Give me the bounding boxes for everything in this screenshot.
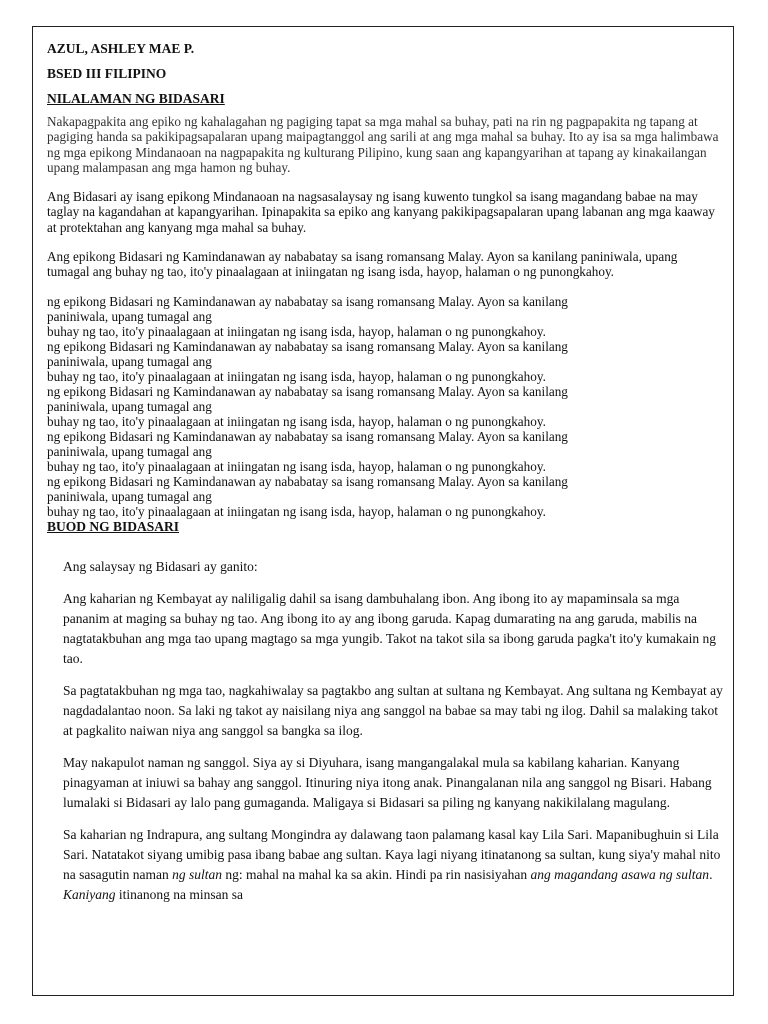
repeated-line: buhay ng tao, ito'y pinaalagaan at iniingatan ng isang isda, hayop, halaman o ng punongkahoy. xyxy=(47,503,546,519)
buod-p4-text: . xyxy=(709,866,713,882)
repeated-line: ng epikong Bidasari ng Kamindanawan ay nababatay sa isang romansang Malay. Ayon sa kanilang xyxy=(47,338,568,354)
repeated-line: buhay ng tao, ito'y pinaalagaan at iniingatan ng isang isda, hayop, halaman o ng punongkahoy. xyxy=(47,323,546,339)
repeated-line: ng epikong Bidasari ng Kamindanawan ay nababatay sa isang romansang Malay. Ayon sa kanilang xyxy=(47,383,568,399)
repeated-line: paniniwala, upang tumagal ang xyxy=(47,488,212,504)
buod-paragraph-4 xyxy=(47,825,723,905)
repeated-line: paniniwala, upang tumagal ang xyxy=(47,353,212,369)
section-title-nilalaman: NILALAMAN NG BIDASARI xyxy=(47,91,225,106)
buod-p4-italic: ang magandang asawa ng sultan xyxy=(530,866,710,882)
repeated-text-block xyxy=(47,294,723,519)
buod-p4-text: ng: mahal na mahal ka sa akin. Hindi pa rin nasisiyahan xyxy=(222,866,531,882)
buod-paragraph-1: Ang kaharian ng Kembayat ay naliligalig dahil sa isang dambuhalang ibon. Ang ibong ito ay mapaminsala sa mga pananim at maging sa buhay ng tao. Ang ibong ito ay ang ibong garuda. Kapag dumarating na ang garuda, mabilis na nagtatakbuhan ang mga tao upang magtago sa mga yungib. Takot na takot sila sa ibong garuda pagka't ito'y kumakain ng tao. xyxy=(63,590,717,666)
buod-p4-text: Sa kaharian ng Indrapura, ang sultang Mongindra ay dalawang taon palamang kasal kay Lila Sari. Mapanibughuin si Lila Sari. Natatakot siyang umibig pasa ibang babae ang sultan. Kaya lagi niyang itinatanong sa sultan, kung siya'y mahal nito na sasagutin naman xyxy=(63,826,721,882)
repeated-line: paniniwala, upang tumagal ang xyxy=(47,398,212,414)
repeated-line: ng epikong Bidasari ng Kamindanawan ay nababatay sa isang romansang Malay. Ayon sa kanilang xyxy=(47,473,568,489)
buod-intro: Ang salaysay ng Bidasari ay ganito: xyxy=(63,558,258,574)
nilalaman-paragraph-1: Nakapagpakita ang epiko ng kahalagahan ng pagiging tapat sa mga mahal sa buhay, pati na rin ng pagpapakita ng tapang at pagiging handa sa pakikipagsapalaran upang maipagtanggol ang sarili at ang mga mahal sa buhay. Ito ay isa sa mga halimbawa ng mga epikong Mindanaoan na nagpapakita ng kulturang Pilipino, kung saan ang kapangyarihan at tapang ay kinakailangan upang malampasan ang mga hamon ng buhay. xyxy=(47,114,719,175)
repeated-line: buhay ng tao, ito'y pinaalagaan at iniingatan ng isang isda, hayop, halaman o ng punongkahoy. xyxy=(47,368,546,384)
document-content xyxy=(47,39,723,905)
repeated-line: buhay ng tao, ito'y pinaalagaan at iniingatan ng isang isda, hayop, halaman o ng punongkahoy. xyxy=(47,413,546,429)
repeated-line: paniniwala, upang tumagal ang xyxy=(47,308,212,324)
buod-p4-text: itinanong na minsan sa xyxy=(115,886,243,902)
course-label: BSED III FILIPINO xyxy=(47,66,167,81)
section-title-buod: BUOD NG BIDASARI xyxy=(47,518,180,534)
author-name: AZUL, ASHLEY MAE P. xyxy=(47,41,195,56)
buod-paragraph-3: May nakapulot naman ng sanggol. Siya ay si Diyuhara, isang mangangalakal mula sa kabilang kaharian. Kanyang pinagyaman at iniuwi sa bahay ang sanggol. Itinuring niya itong anak. Pinangalanan nila ang sanggol ng Bisari. Habang lumalaki si Bidasari ay lalo pang gumaganda. Maligaya si Bidasari sa piling ng kanyang nakikilalang magulang. xyxy=(63,754,712,810)
document-page xyxy=(32,26,734,996)
nilalaman-paragraph-2: Ang Bidasari ay isang epikong Mindanaoan na nagsasalaysay ng isang kuwento tungkol sa isang magandang babae na may taglay na kagandahan at kapangyarihan. Ipinapakita sa epiko ang kanyang pakikipagsapalaran upang labanan ang mga kaaway at protektahan ang kanyang mga mahal sa buhay. xyxy=(47,189,715,235)
repeated-line: ng epikong Bidasari ng Kamindanawan ay nababatay sa isang romansang Malay. Ayon sa kanilang xyxy=(47,293,568,309)
nilalaman-paragraph-3: Ang epikong Bidasari ng Kamindanawan ay nababatay sa isang romansang Malay. Ayon sa kanilang paniniwala, upang tumagal ang buhay ng tao, ito'y pinaalagaan at iniingatan ng isang isda, hayop, halaman o ng punongkahoy. xyxy=(47,249,678,280)
buod-p4-italic: ng sultan xyxy=(172,866,222,882)
repeated-line: buhay ng tao, ito'y pinaalagaan at iniingatan ng isang isda, hayop, halaman o ng punongkahoy. xyxy=(47,458,546,474)
repeated-line: paniniwala, upang tumagal ang xyxy=(47,443,212,459)
repeated-line: ng epikong Bidasari ng Kamindanawan ay nababatay sa isang romansang Malay. Ayon sa kanilang xyxy=(47,428,568,444)
buod-p4-italic: Kaniyang xyxy=(63,886,116,902)
buod-paragraph-2: Sa pagtatakbuhan ng mga tao, nagkahiwalay sa pagtakbo ang sultan at sultana ng Kembayat. Ang sultana ng Kembayat ay nagdadalantao noon. Sa laki ng takot ay naisilang niya ang sanggol na babae sa may tabi ng ilog. Dahil sa malaking takot at pagkalito naiwan niya ang sanggol sa bangka sa ilog. xyxy=(63,682,723,738)
